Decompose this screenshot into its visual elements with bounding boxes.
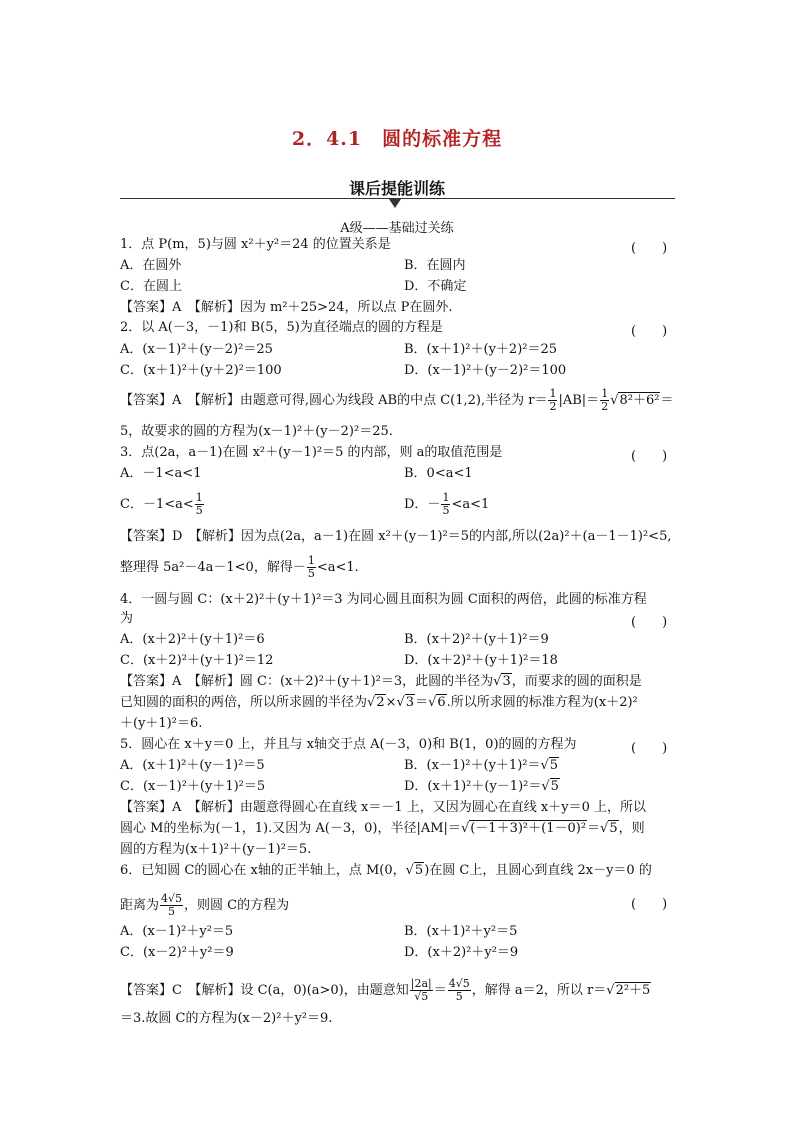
q3-option-d: D．－ $\frac{1}{5}$ <a<1 xyxy=(404,491,490,517)
q2-option-b: B．(x＋1)²＋(y＋2)²＝25 xyxy=(404,342,558,357)
q6-option-c: C．(x－2)²＋y²＝9 xyxy=(120,945,234,960)
q6-answer-line1: 【答案】C 【解析】设 C(a，0)(a>0)，由题意知 $\frac{|2a|}{√5}$ ＝ $\frac{4√5}{5}$ ，解得 a＝2，所以 r＝√2²＋5 xyxy=(120,977,651,1003)
q4-stem-line1: 4．一圆与圆 C：(x＋2)²＋(y＋1)²＝3 为同心圆且面积为圆 C面积的两倍，此圆的标准方程 xyxy=(120,592,647,607)
fraction-half: $\frac{1}{2}$ xyxy=(549,387,557,413)
q5-answer-line2: 圆心 M的坐标为(－1，1).又因为 A(－3，0)，半径|AM|＝√(－1＋3)²＋(1－0)²＝√5，则 xyxy=(120,821,645,836)
fraction-half: $\frac{1}{2}$ xyxy=(601,387,609,413)
q2-option-a: A．(x－1)²＋(y－2)²＝25 xyxy=(120,342,273,357)
q3-option-a: A．－1<a<1 xyxy=(120,466,202,481)
q6-answer-line2: ＝3.故圆 C的方程为(x－2)²＋y²＝9. xyxy=(120,1011,333,1026)
q2-paren: ( ) xyxy=(631,324,668,339)
q6-option-b: B．(x＋1)²＋y²＝5 xyxy=(404,924,518,939)
q6-stem-line1: 6．已知圆 C的圆心在 x轴的正半轴上，点 M(0，√5)在圆 C上，且圆心到直线 2x－y＝0 的 xyxy=(120,863,652,878)
q4-answer-line3: ＋(y＋1)²＝6. xyxy=(120,716,203,731)
level-heading: A级——基础过关练 xyxy=(340,221,454,236)
q6-option-d: D．(x＋2)²＋y²＝9 xyxy=(404,945,519,960)
q3-answer-line2: 整理得 5a²－4a－1<0，解得－ $\frac{1}{5}$ <a<1. xyxy=(120,554,359,580)
q4-option-d: D．(x＋2)²＋(y＋1)²＝18 xyxy=(404,653,558,668)
q5-option-b: B．(x－1)²＋(y＋1)²＝√5 xyxy=(404,758,559,773)
q4-option-b: B．(x＋2)²＋(y＋1)²＝9 xyxy=(404,632,549,647)
q1-answer: 【答案】A 【解析】因为 m²＋25>24，所以点 P在圆外. xyxy=(120,300,453,315)
fraction-fifth: $\frac{1}{5}$ xyxy=(195,491,203,517)
q5-option-c: C．(x－1)²＋(y＋1)²＝5 xyxy=(120,779,266,794)
q2-option-c: C．(x＋1)²＋(y＋2)²＝100 xyxy=(120,363,282,378)
q4-option-a: A．(x＋2)²＋(y＋1)²＝6 xyxy=(120,632,265,647)
fraction-4rt5-over-5: $\frac{4√5}{5}$ xyxy=(161,892,183,918)
q5-option-d: D．(x＋1)²＋(y－1)²＝√5 xyxy=(404,779,559,794)
q2-option-d: D．(x－1)²＋(y－2)²＝100 xyxy=(404,363,567,378)
q6-stem-line2: 距离为 $\frac{4√5}{5}$ ，则圆 C的方程为 xyxy=(120,892,290,918)
q1-option-a: A．在圆外 xyxy=(120,258,182,273)
fraction-abs2a-over-rt5: $\frac{|2a|}{√5}$ xyxy=(410,977,432,1003)
q3-stem: 3．点(2a，a－1)在圆 x²＋(y－1)²＝5 的内部，则 a的取值范围是 xyxy=(120,445,503,460)
triangle-marker-icon xyxy=(389,199,401,208)
q1-option-b: B．在圆内 xyxy=(404,258,466,273)
q1-paren: ( ) xyxy=(631,241,668,256)
q3-option-c: C．－1<a< $\frac{1}{5}$ xyxy=(120,491,203,517)
q5-stem: 5．圆心在 x＋y＝0 上，并且与 x轴交于点 A(－3，0)和 B(1，0)的圆的方程为 xyxy=(120,737,577,752)
fraction-fifth: $\frac{1}{5}$ xyxy=(307,554,315,580)
section-heading: 课后提能训练 xyxy=(348,179,445,198)
q5-answer-line1: 【答案】A 【解析】由题意得圆心在直线 x＝－1 上，又因为圆心在直线 x＋y＝0 上，所以 xyxy=(120,800,646,815)
q2-answer-line2: 5，故要求的圆的方程为(x－1)²＋(y－2)²＝25. xyxy=(120,424,393,439)
q3-answer-line1: 【答案】D 【解析】因为点(2a，a－1)在圆 x²＋(y－1)²＝5的内部,所以(2a)²＋(a－1－1)²<5, xyxy=(120,529,672,544)
q4-option-c: C．(x＋2)²＋(y＋1)²＝12 xyxy=(120,653,274,668)
q1-option-d: D．不确定 xyxy=(404,279,467,294)
q5-option-a: A．(x＋1)²＋(y－1)²＝5 xyxy=(120,758,265,773)
q6-paren: ( ) xyxy=(631,897,668,912)
q3-paren: ( ) xyxy=(631,449,668,464)
q2-answer-line1: 【答案】A 【解析】由题意可得,圆心为线段 AB的中点 C(1,2),半径为 r＝ $\frac{1}{2}$ |AB|＝ $\frac{1}{2}$ √8²＋6²＝ xyxy=(120,387,674,413)
page-title: 2．4.1 圆的标准方程 xyxy=(291,128,503,150)
fraction-4rt5-over-5: $\frac{4√5}{5}$ xyxy=(448,977,470,1003)
q1-option-c: C．在圆上 xyxy=(120,279,182,294)
q5-answer-line3: 圆的方程为(x＋1)²＋(y－1)²＝5. xyxy=(120,842,312,857)
q3-option-b: B．0<a<1 xyxy=(404,466,473,481)
q4-stem-line2: 为 xyxy=(120,611,134,626)
q6-option-a: A．(x－1)²＋y²＝5 xyxy=(120,924,234,939)
q4-answer-line1: 【答案】A 【解析】圆 C：(x＋2)²＋(y＋1)²＝3，此圆的半径为√3，而要求的圆的面积是 xyxy=(120,674,642,689)
fraction-fifth: $\frac{1}{5}$ xyxy=(442,491,450,517)
q2-stem: 2．以 A(－3，－1)和 B(5，5)为直径端点的圆的方程是 xyxy=(120,320,443,335)
q4-answer-line2: 已知圆的面积的两倍，所以所求圆的半径为√2×√3＝√6.所以所求圆的标准方程为(x＋2)² xyxy=(120,695,638,710)
q5-paren: ( ) xyxy=(631,741,668,756)
q1-stem: 1．点 P(m，5)与圆 x²＋y²＝24 的位置关系是 xyxy=(120,237,391,252)
q4-paren: ( ) xyxy=(631,615,668,630)
